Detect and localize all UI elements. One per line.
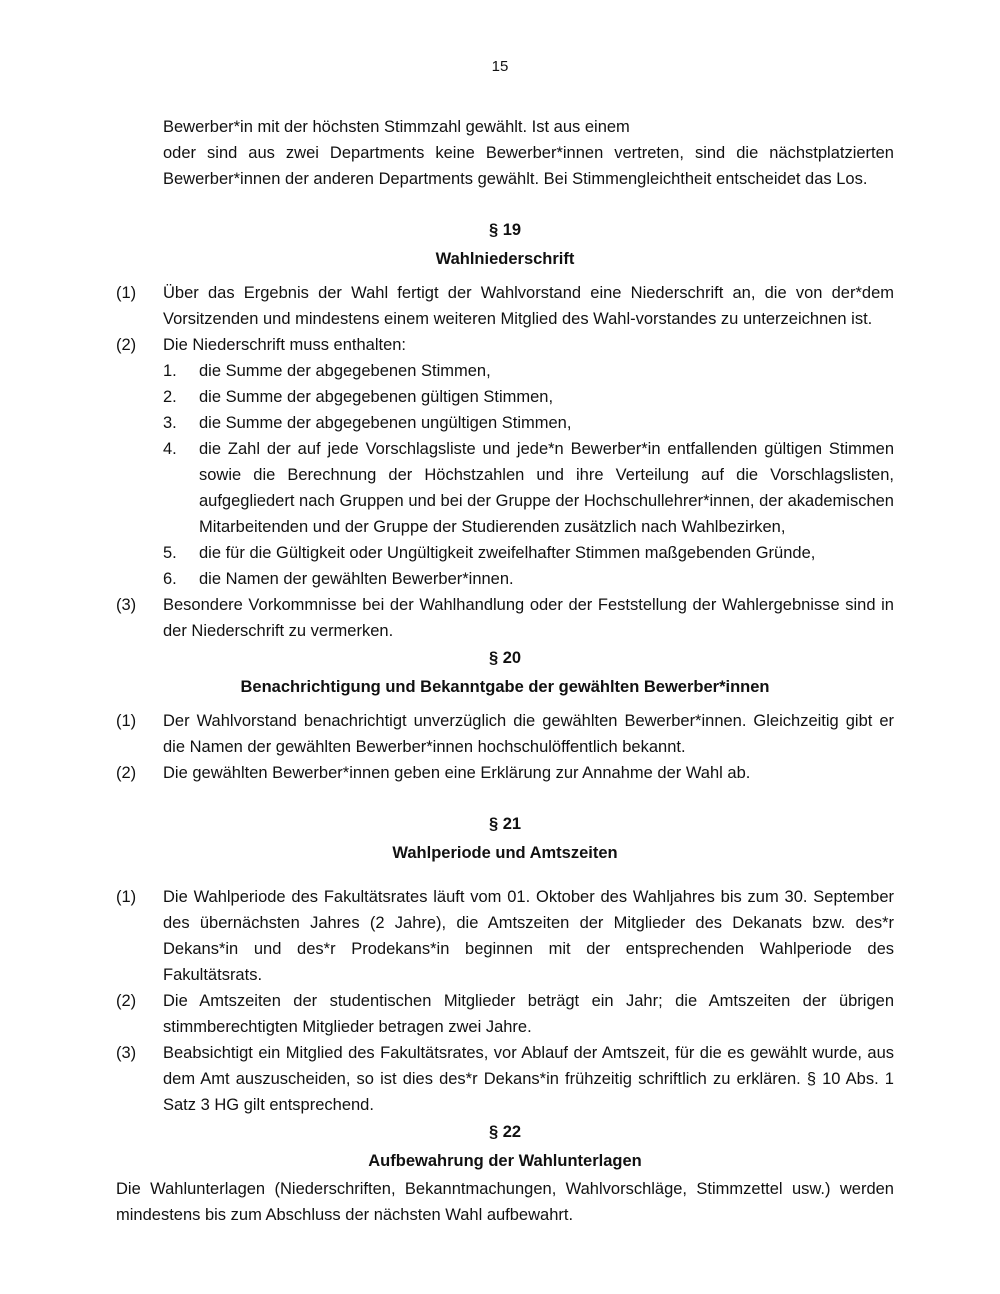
paragraph-text: Der Wahlvorstand benachrichtigt unverzüglich die gewählten Bewerber*innen. Gleichzeitig gibt er die Namen der gewählten Bewerber*innen hochschulöffentlich bekannt. bbox=[163, 712, 894, 756]
list-item-number: 6. bbox=[163, 570, 177, 588]
section-19-title: Wahlniederschrift bbox=[435, 250, 575, 268]
section-20-title: Benachrichtigung und Bekanntgabe der gewählten Bewerber*innen bbox=[240, 678, 770, 696]
section-21-paragraph-1 bbox=[116, 884, 894, 988]
list-item bbox=[116, 358, 894, 384]
section-19-paragraph-3 bbox=[116, 592, 894, 644]
paragraph-text: Die gewählten Bewerber*innen geben eine Erklärung zur Annahme der Wahl ab. bbox=[163, 764, 751, 782]
paragraph-number: (3) bbox=[116, 1044, 137, 1062]
intro-paragraph: oder sind aus zwei Departments keine Bewerber*innen vertreten, sind die nächstplatzierten Bewerber*innen der anderen Departments gewählt. Bei Stimmengleichtheit entscheidet das Los. bbox=[163, 144, 894, 188]
section-20-paragraph-2 bbox=[116, 760, 894, 786]
list-item-text: die Summe der abgegebenen ungültigen Stimmen, bbox=[199, 414, 572, 432]
list-item bbox=[116, 540, 894, 566]
paragraph-number: (1) bbox=[116, 284, 137, 302]
section-22-number: § 22 bbox=[488, 1123, 522, 1141]
section-20-number: § 20 bbox=[488, 649, 522, 667]
list-item-text: die Summe der abgegebenen Stimmen, bbox=[199, 362, 491, 380]
list-item-text: die Summe der abgegebenen gültigen Stimmen, bbox=[199, 388, 554, 406]
section-19-paragraph-1 bbox=[116, 280, 894, 332]
paragraph-number: (1) bbox=[116, 888, 137, 906]
paragraph-text: Die Niederschrift muss enthalten: bbox=[163, 336, 407, 354]
paragraph-number: (2) bbox=[116, 336, 137, 354]
paragraph-text: Über das Ergebnis der Wahl fertigt der Wahlvorstand eine Niederschrift an, die von der*dem Vorsitzenden und mindestens einem weiteren Mitglied des Wahl-vorstandes zu unterzeichnen ist. bbox=[163, 284, 894, 328]
page-content bbox=[116, 114, 894, 1228]
paragraph-number: (2) bbox=[116, 764, 137, 782]
list-item-number: 4. bbox=[163, 440, 177, 458]
list-item bbox=[116, 566, 894, 592]
section-21-paragraph-3 bbox=[116, 1040, 894, 1118]
list-item bbox=[116, 436, 894, 540]
section-22-text: Die Wahlunterlagen (Niederschriften, Bekanntmachungen, Wahlvorschläge, Stimmzettel usw.) werden mindestens bis zum Abschluss der nächsten Wahl aufbewahrt. bbox=[116, 1180, 894, 1224]
paragraph-text: Beabsichtigt ein Mitglied des Fakultätsrates, vor Ablauf der Amtszeit, für die es gewählt wurde, aus dem Amt auszuscheiden, so ist dies des*r Dekans*in frühzeitig schriftlich zu erklären. § 10 Abs. 1 Satz 3 HG gilt entsprechend. bbox=[163, 1044, 894, 1114]
paragraph-text: Die Amtszeiten der studentischen Mitglieder beträgt ein Jahr; die Amtszeiten der übrigen stimmberechtigten Mitglieder betragen zwei Jahre. bbox=[163, 992, 894, 1036]
page-number: 15 bbox=[491, 58, 509, 75]
paragraph-number: (3) bbox=[116, 596, 137, 614]
section-20-paragraph-1 bbox=[116, 708, 894, 760]
list-item bbox=[116, 410, 894, 436]
section-19-number: § 19 bbox=[488, 221, 522, 239]
paragraph-text: Die Wahlperiode des Fakultätsrates läuft vom 01. Oktober des Wahljahres bis zum 30. September des übernächsten Jahres (2 Jahre), die Amtszeiten der Mitglieder des Dekanats bzw. des*r Dekans*in und des*r Prodekans*in beginnen mit der entsprechenden Wahlperiode des Fakultätsrats. bbox=[163, 888, 894, 984]
section-19-paragraph-2 bbox=[116, 332, 894, 358]
paragraph-number: (1) bbox=[116, 712, 137, 730]
intro-line-1: Bewerber*in mit der höchsten Stimmzahl gewählt. Ist aus einem bbox=[163, 118, 630, 136]
list-item-number: 5. bbox=[163, 544, 177, 562]
section-22-title: Aufbewahrung der Wahlunterlagen bbox=[368, 1152, 642, 1170]
section-21-title: Wahlperiode und Amtszeiten bbox=[392, 844, 618, 862]
list-item-text: die Zahl der auf jede Vorschlagsliste und jede*n Bewerber*in entfallenden gültigen Stimmen sowie die Berechnung der Höchstzahlen und ihre Verteilung auf die Vorschlagslisten, aufgegliedert nach Gruppen und bei der Gruppe der Hochschullehrer*innen, der akademischen Mitarbeitenden und der Gruppe der Studierenden zusätzlich nach Wahlbezirken, bbox=[199, 440, 894, 536]
list-item-number: 2. bbox=[163, 388, 177, 406]
list-item-number: 3. bbox=[163, 414, 177, 432]
paragraph-text: Besondere Vorkommnisse bei der Wahlhandlung oder der Feststellung der Wahlergebnisse sind in der Niederschrift zu vermerken. bbox=[163, 596, 894, 640]
paragraph-number: (2) bbox=[116, 992, 137, 1010]
list-item-text: die für die Gültigkeit oder Ungültigkeit zweifelhafter Stimmen maßgebenden Gründe, bbox=[199, 544, 816, 562]
section-21-number: § 21 bbox=[488, 815, 522, 833]
list-item-text: die Namen der gewählten Bewerber*innen. bbox=[199, 570, 514, 588]
list-item-number: 1. bbox=[163, 362, 177, 380]
list-item bbox=[116, 384, 894, 410]
section-21-paragraph-2 bbox=[116, 988, 894, 1040]
